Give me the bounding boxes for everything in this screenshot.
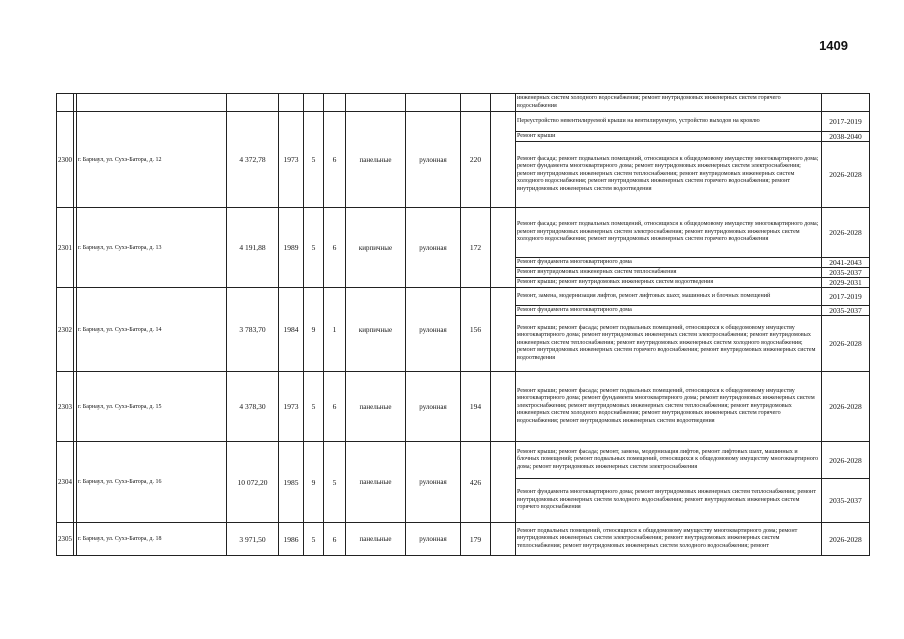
entrances-cell — [324, 94, 346, 112]
entrances-cell: 1 — [324, 288, 346, 372]
floors-cell: 5 — [304, 372, 324, 442]
work-description-cell: Ремонт фундамента многоквартирного дома — [516, 306, 822, 316]
area-cell: 4 378,30 — [227, 372, 279, 442]
table-row — [57, 372, 870, 442]
work-description-cell: Ремонт крыши; ремонт фасада; ремонт подвальных помещений, относящихся к общедомовому имуществу многоквартирного дома; ремонт внутридомовых инженерных систем электроснабжения; ремонт внутридомовых инженерных систем теплоснабжения; ремонт внутридомовых инженерных систем холодного водоснабжения; ремонт внутридомовых инженерных систем горячего водоснабжения; ремонт внутридомовых инженерных систем водоотведения — [516, 316, 822, 372]
address-cell: г. Барнаул, ул. Сухэ-Батора, д. 12 — [77, 112, 227, 208]
floors-cell: 5 — [304, 208, 324, 288]
work-period-cell: 2017-2019 — [822, 112, 870, 132]
area-cell: 3 783,70 — [227, 288, 279, 372]
work-description-cell: Ремонт фасада; ремонт подвальных помещений, относящихся к общедомовому имуществу многоквартирного дома; ремонт внутридомовых инженерных систем электроснабжения; ремонт внутридомовых инженерных систем холодного водоснабжения; ремонт внутридомовых инженерных систем горячего водоснабжения — [516, 208, 822, 258]
blank-cell — [491, 523, 516, 556]
entrances-cell: 6 — [324, 523, 346, 556]
year-cell: 1973 — [279, 372, 304, 442]
work-description-cell: Ремонт крыши; ремонт фасада; ремонт подвальных помещений, относящихся к общедомовому имуществу многоквартирного дома; ремонт фундамента многоквартирного дома; ремонт внутридомовых инженерных систем электроснабжения; ремонт внутридомовых инженерных систем теплоснабжения; ремонт внутридомовых инженерных систем холодного водоснабжения; ремонт внутридомовых инженерных систем горячего водоснабжения; ремонт внутридомовых инженерных систем водоотведения — [516, 372, 822, 442]
housing-registry-table — [56, 93, 870, 556]
row-number: 2300 — [57, 112, 74, 208]
work-period-cell — [822, 94, 870, 112]
table-row — [57, 288, 870, 306]
row-number — [57, 94, 74, 112]
entrances-cell: 5 — [324, 442, 346, 523]
row-number: 2301 — [57, 208, 74, 288]
work-description-cell: Ремонт фундамента многоквартирного дома — [516, 258, 822, 268]
work-description-cell: Ремонт подвальных помещений, относящихся к общедомовому имуществу многоквартирного дома; ремонт внутридомовых инженерных систем электроснабжения; ремонт внутридомовых инженерных систем теплоснабжения; ремонт внутридомовых инженерных систем холодного водоснабжения; ремонт — [516, 523, 822, 556]
floors-cell: 5 — [304, 112, 324, 208]
work-period-cell: 2026-2028 — [822, 142, 870, 208]
work-period-cell: 2029-2031 — [822, 278, 870, 288]
work-description-cell: Ремонт крыши; ремонт фасада; ремонт, замена, модернизация лифтов, ремонт лифтовых шахт, машинных и блочных помещений; ремонт подвальных помещений, относящихся к общедомовому имуществу многоквартирного дома; ремонт внутридомовых инженерных систем электроснабжения — [516, 442, 822, 479]
row-number: 2303 — [57, 372, 74, 442]
address-cell: г. Барнаул, ул. Сухэ-Батора, д. 14 — [77, 288, 227, 372]
table-row — [57, 94, 870, 112]
table-row — [57, 523, 870, 556]
floors-cell: 9 — [304, 288, 324, 372]
work-description-cell: Ремонт, замена, модернизация лифтов, ремонт лифтовых шахт, машинных и блочных помещений — [516, 288, 822, 306]
blank-cell — [491, 94, 516, 112]
work-period-cell: 2035-2037 — [822, 479, 870, 523]
apartments-cell: 194 — [461, 372, 491, 442]
apartments-cell: 179 — [461, 523, 491, 556]
apartments-cell: 156 — [461, 288, 491, 372]
work-description-cell: Ремонт внутридомовых инженерных систем теплоснабжения — [516, 268, 822, 278]
work-description-cell: Ремонт фундамента многоквартирного дома; ремонт внутридомовых инженерных систем теплоснабжения; ремонт внутридомовых инженерных систем холодного водоснабжения; ремонт внутридомовых инженерных систем горячего водоснабжения — [516, 479, 822, 523]
table-row — [57, 442, 870, 479]
entrances-cell: 6 — [324, 112, 346, 208]
work-period-cell: 2026-2028 — [822, 208, 870, 258]
work-period-cell: 2035-2037 — [822, 268, 870, 278]
work-period-cell: 2035-2037 — [822, 306, 870, 316]
page-number: 1409 — [819, 38, 848, 53]
work-description-cell: Ремонт крыши — [516, 132, 822, 142]
floors-cell: 5 — [304, 523, 324, 556]
year-cell: 1973 — [279, 112, 304, 208]
work-period-cell: 2026-2028 — [822, 523, 870, 556]
year-cell — [279, 94, 304, 112]
apartments-cell: 172 — [461, 208, 491, 288]
area-cell: 4 372,78 — [227, 112, 279, 208]
blank-cell — [491, 442, 516, 523]
work-description-cell: инженерных систем холодного водоснабжения; ремонт внутридомовых инженерных систем горячего водоснабжения — [516, 94, 822, 112]
address-cell: г. Барнаул, ул. Сухэ-Батора, д. 16 — [77, 442, 227, 523]
address-cell: г. Барнаул, ул. Сухэ-Батора, д. 18 — [77, 523, 227, 556]
roof-cell — [406, 94, 461, 112]
apartments-cell — [461, 94, 491, 112]
work-description-cell: Переустройство невентилируемой крыши на вентилируемую, устройство выходов на кровлю — [516, 112, 822, 132]
work-period-cell: 2041-2043 — [822, 258, 870, 268]
roof-cell: рулонная — [406, 442, 461, 523]
walls-cell: кирпичные — [346, 288, 406, 372]
work-period-cell: 2026-2028 — [822, 372, 870, 442]
roof-cell: рулонная — [406, 208, 461, 288]
year-cell: 1985 — [279, 442, 304, 523]
apartments-cell: 220 — [461, 112, 491, 208]
floors-cell: 9 — [304, 442, 324, 523]
work-period-cell: 2026-2028 — [822, 316, 870, 372]
work-description-cell: Ремонт крыши; ремонт внутридомовых инженерных систем водоотведения — [516, 278, 822, 288]
work-period-cell: 2038-2040 — [822, 132, 870, 142]
blank-cell — [491, 372, 516, 442]
year-cell: 1989 — [279, 208, 304, 288]
entrances-cell: 6 — [324, 372, 346, 442]
row-number: 2302 — [57, 288, 74, 372]
work-description-cell: Ремонт фасада; ремонт подвальных помещений, относящихся к общедомовому имуществу многоквартирного дома; ремонт фундамента многоквартирного дома; ремонт внутридомовых инженерных систем электроснабжения; ремонт внутридомовых инженерных систем теплоснабжения; ремонт внутридомовых инженерных систем холодного водоснабжения; ремонт внутридомовых инженерных систем горячего водоснабжения; ремонт внутридомовых инженерных систем водоотведения — [516, 142, 822, 208]
blank-cell — [491, 112, 516, 208]
address-cell: г. Барнаул, ул. Сухэ-Батора, д. 13 — [77, 208, 227, 288]
walls-cell — [346, 94, 406, 112]
area-cell: 10 072,20 — [227, 442, 279, 523]
blank-cell — [491, 208, 516, 288]
floors-cell — [304, 94, 324, 112]
table-row — [57, 112, 870, 132]
row-number: 2304 — [57, 442, 74, 523]
walls-cell: панельные — [346, 523, 406, 556]
blank-cell — [491, 288, 516, 372]
row-number: 2305 — [57, 523, 74, 556]
entrances-cell: 6 — [324, 208, 346, 288]
table-row — [57, 208, 870, 258]
area-cell: 4 191,88 — [227, 208, 279, 288]
apartments-cell: 426 — [461, 442, 491, 523]
walls-cell: панельные — [346, 112, 406, 208]
address-cell — [77, 94, 227, 112]
roof-cell: рулонная — [406, 523, 461, 556]
area-cell — [227, 94, 279, 112]
area-cell: 3 971,50 — [227, 523, 279, 556]
roof-cell: рулонная — [406, 112, 461, 208]
work-period-cell: 2017-2019 — [822, 288, 870, 306]
roof-cell: рулонная — [406, 372, 461, 442]
year-cell: 1984 — [279, 288, 304, 372]
walls-cell: панельные — [346, 372, 406, 442]
address-cell: г. Барнаул, ул. Сухэ-Батора, д. 15 — [77, 372, 227, 442]
walls-cell: кирпичные — [346, 208, 406, 288]
walls-cell: панельные — [346, 442, 406, 523]
year-cell: 1986 — [279, 523, 304, 556]
work-period-cell: 2026-2028 — [822, 442, 870, 479]
roof-cell: рулонная — [406, 288, 461, 372]
